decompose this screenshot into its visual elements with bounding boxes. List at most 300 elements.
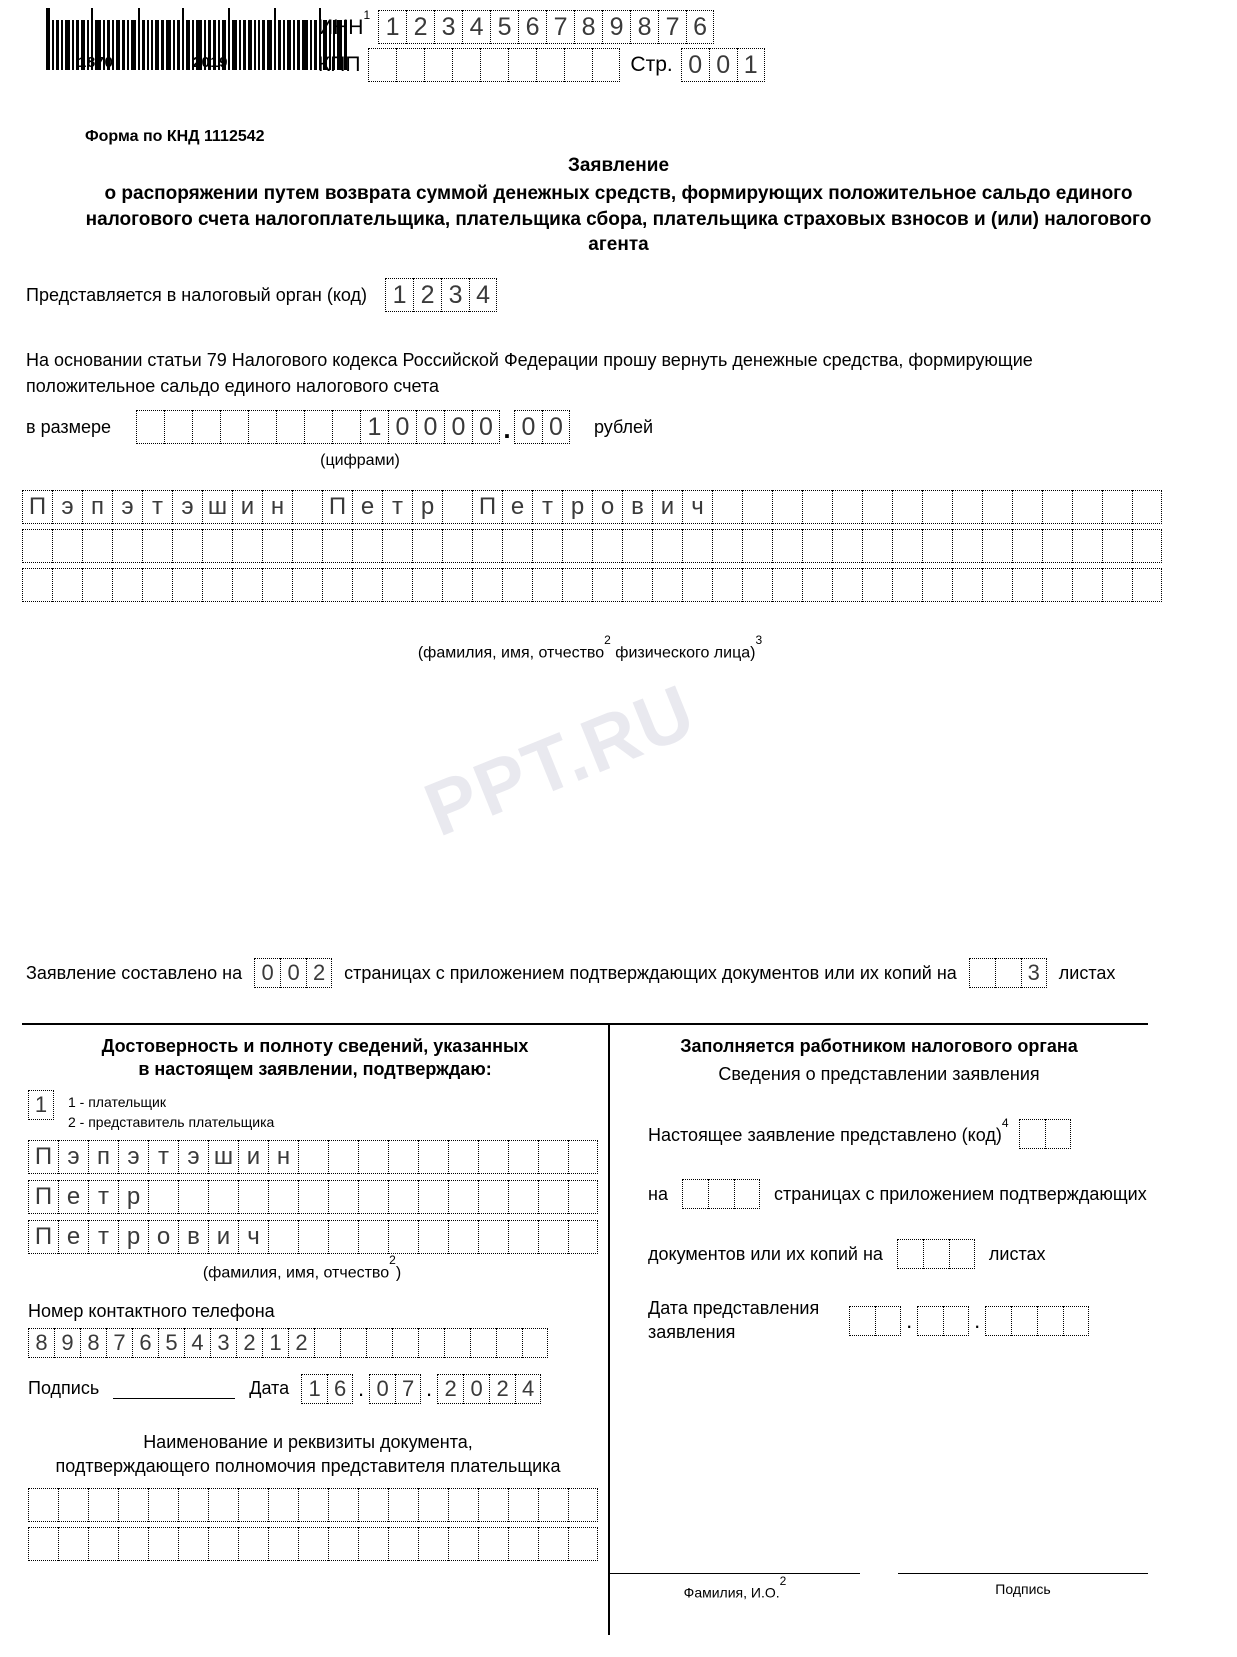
form-cell[interactable] xyxy=(328,1140,358,1174)
form-cell[interactable]: 4 xyxy=(462,10,490,44)
form-cell[interactable] xyxy=(448,1180,478,1214)
form-cell[interactable] xyxy=(304,410,332,444)
form-cell[interactable] xyxy=(388,1527,418,1561)
form-cell[interactable] xyxy=(298,1220,328,1254)
form-cell[interactable] xyxy=(164,410,192,444)
authority-doc-line-1[interactable] xyxy=(28,1488,608,1522)
form-cell[interactable] xyxy=(314,1328,340,1358)
form-cell[interactable] xyxy=(82,568,112,602)
person-name-line-1[interactable] xyxy=(22,490,1162,524)
form-cell[interactable] xyxy=(358,1220,388,1254)
form-cell[interactable]: э xyxy=(58,1140,88,1174)
form-cell[interactable] xyxy=(472,529,502,563)
form-cell[interactable] xyxy=(502,568,532,602)
form-cell[interactable]: 2 xyxy=(288,1328,314,1358)
form-cell[interactable] xyxy=(1072,529,1102,563)
form-cell[interactable] xyxy=(276,410,304,444)
form-cell[interactable] xyxy=(382,568,412,602)
form-cell[interactable] xyxy=(358,1488,388,1522)
form-cell[interactable]: 6 xyxy=(132,1328,158,1358)
form-cell[interactable] xyxy=(388,1488,418,1522)
form-cell[interactable]: 3 xyxy=(434,10,462,44)
form-cell[interactable] xyxy=(1072,568,1102,602)
form-cell[interactable] xyxy=(52,529,82,563)
form-cell[interactable] xyxy=(712,568,742,602)
form-cell[interactable]: 3 xyxy=(441,278,469,312)
form-cell[interactable] xyxy=(368,48,396,82)
officer-sign-line[interactable] xyxy=(898,1573,1148,1575)
form-cell[interactable] xyxy=(52,568,82,602)
form-cell[interactable] xyxy=(82,529,112,563)
officer-date-month-input[interactable] xyxy=(917,1306,969,1336)
form-cell[interactable] xyxy=(982,568,1012,602)
form-cell[interactable]: 4 xyxy=(515,1374,541,1404)
form-cell[interactable] xyxy=(1072,490,1102,524)
form-cell[interactable]: 0 xyxy=(472,410,500,444)
form-cell[interactable] xyxy=(358,1140,388,1174)
form-cell[interactable] xyxy=(478,1140,508,1174)
form-cell[interactable]: е xyxy=(58,1180,88,1214)
form-cell[interactable]: П xyxy=(472,490,502,524)
form-cell[interactable] xyxy=(172,529,202,563)
form-cell[interactable] xyxy=(849,1306,875,1336)
form-cell[interactable] xyxy=(538,1220,568,1254)
form-cell[interactable] xyxy=(538,1488,568,1522)
signature-line[interactable] xyxy=(113,1378,235,1399)
form-cell[interactable]: 0 xyxy=(280,958,306,988)
form-cell[interactable] xyxy=(622,529,652,563)
form-cell[interactable] xyxy=(28,1488,58,1522)
form-cell[interactable] xyxy=(298,1180,328,1214)
form-cell[interactable]: 8 xyxy=(28,1328,54,1358)
form-cell[interactable]: 7 xyxy=(395,1374,421,1404)
form-cell[interactable]: 4 xyxy=(469,278,497,312)
form-cell[interactable] xyxy=(480,48,508,82)
form-cell[interactable]: 8 xyxy=(574,10,602,44)
form-cell[interactable]: э xyxy=(52,490,82,524)
form-cell[interactable]: 9 xyxy=(54,1328,80,1358)
form-cell[interactable] xyxy=(298,1140,328,1174)
form-cell[interactable] xyxy=(172,568,202,602)
form-cell[interactable]: 1 xyxy=(262,1328,288,1358)
form-cell[interactable] xyxy=(832,568,862,602)
form-cell[interactable]: 5 xyxy=(490,10,518,44)
form-cell[interactable] xyxy=(772,490,802,524)
form-cell[interactable] xyxy=(592,529,622,563)
form-cell[interactable] xyxy=(262,529,292,563)
form-cell[interactable] xyxy=(328,1220,358,1254)
form-cell[interactable]: ш xyxy=(208,1140,238,1174)
form-cell[interactable] xyxy=(442,490,472,524)
form-cell[interactable] xyxy=(22,529,52,563)
form-cell[interactable] xyxy=(564,48,592,82)
form-cell[interactable] xyxy=(472,568,502,602)
form-cell[interactable] xyxy=(568,1180,598,1214)
form-cell[interactable] xyxy=(112,568,142,602)
form-cell[interactable] xyxy=(148,1180,178,1214)
form-cell[interactable]: 0 xyxy=(369,1374,395,1404)
form-cell[interactable] xyxy=(892,568,922,602)
form-cell[interactable] xyxy=(922,490,952,524)
form-cell[interactable] xyxy=(418,1328,444,1358)
form-cell[interactable] xyxy=(532,529,562,563)
form-cell[interactable]: 7 xyxy=(106,1328,132,1358)
form-cell[interactable] xyxy=(268,1180,298,1214)
form-cell[interactable]: П xyxy=(22,490,52,524)
form-cell[interactable] xyxy=(328,1180,358,1214)
form-cell[interactable]: 1 xyxy=(301,1374,327,1404)
form-cell[interactable]: и xyxy=(652,490,682,524)
form-cell[interactable] xyxy=(622,568,652,602)
form-cell[interactable] xyxy=(802,529,832,563)
form-cell[interactable]: 7 xyxy=(658,10,686,44)
form-cell[interactable] xyxy=(118,1527,148,1561)
authority-doc-line-2[interactable] xyxy=(28,1527,608,1561)
form-cell[interactable] xyxy=(568,1488,598,1522)
form-cell[interactable] xyxy=(366,1328,392,1358)
form-cell[interactable] xyxy=(136,410,164,444)
form-cell[interactable] xyxy=(208,1180,238,1214)
form-cell[interactable] xyxy=(328,1527,358,1561)
form-cell[interactable]: 2 xyxy=(236,1328,262,1358)
form-cell[interactable] xyxy=(742,529,772,563)
form-cell[interactable] xyxy=(292,490,322,524)
form-cell[interactable]: п xyxy=(82,490,112,524)
form-cell[interactable]: т xyxy=(532,490,562,524)
form-cell[interactable]: о xyxy=(148,1220,178,1254)
form-cell[interactable] xyxy=(352,529,382,563)
officer-pages-input[interactable] xyxy=(682,1179,760,1209)
form-cell[interactable] xyxy=(88,1488,118,1522)
form-cell[interactable] xyxy=(922,568,952,602)
form-cell[interactable] xyxy=(538,1140,568,1174)
form-cell[interactable]: 6 xyxy=(518,10,546,44)
form-cell[interactable]: р xyxy=(412,490,442,524)
form-cell[interactable]: 3 xyxy=(210,1328,236,1358)
kpp-input[interactable] xyxy=(368,48,620,82)
form-cell[interactable]: П xyxy=(322,490,352,524)
date-year-input[interactable] xyxy=(437,1374,541,1404)
form-cell[interactable] xyxy=(412,529,442,563)
form-cell[interactable]: н xyxy=(268,1140,298,1174)
amount-kopecks-input[interactable] xyxy=(514,410,570,444)
form-cell[interactable] xyxy=(952,568,982,602)
form-cell[interactable] xyxy=(892,490,922,524)
form-cell[interactable]: 8 xyxy=(630,10,658,44)
form-cell[interactable] xyxy=(220,410,248,444)
form-cell[interactable]: 0 xyxy=(254,958,280,988)
form-cell[interactable] xyxy=(396,48,424,82)
form-cell[interactable] xyxy=(332,410,360,444)
page-number-input[interactable] xyxy=(681,48,765,82)
form-cell[interactable] xyxy=(985,1306,1011,1336)
form-cell[interactable] xyxy=(238,1527,268,1561)
form-cell[interactable] xyxy=(478,1488,508,1522)
form-cell[interactable] xyxy=(418,1140,448,1174)
form-cell[interactable]: 0 xyxy=(416,410,444,444)
form-cell[interactable] xyxy=(862,490,892,524)
form-cell[interactable] xyxy=(418,1220,448,1254)
form-cell[interactable] xyxy=(202,568,232,602)
form-cell[interactable]: 6 xyxy=(327,1374,353,1404)
form-cell[interactable] xyxy=(248,410,276,444)
officer-submitted-input[interactable] xyxy=(1019,1119,1071,1149)
form-cell[interactable] xyxy=(262,568,292,602)
form-cell[interactable] xyxy=(192,410,220,444)
form-cell[interactable]: р xyxy=(562,490,592,524)
form-cell[interactable] xyxy=(1132,490,1162,524)
form-cell[interactable]: э xyxy=(178,1140,208,1174)
form-cell[interactable]: 1 xyxy=(737,48,765,82)
form-cell[interactable] xyxy=(388,1220,418,1254)
form-cell[interactable]: 0 xyxy=(388,410,416,444)
form-cell[interactable] xyxy=(232,529,262,563)
form-cell[interactable] xyxy=(418,1180,448,1214)
form-cell[interactable] xyxy=(742,490,772,524)
form-cell[interactable] xyxy=(508,1220,538,1254)
form-cell[interactable] xyxy=(562,568,592,602)
form-cell[interactable] xyxy=(772,529,802,563)
form-cell[interactable]: ч xyxy=(238,1220,268,1254)
form-cell[interactable]: 2 xyxy=(437,1374,463,1404)
form-cell[interactable]: п xyxy=(88,1140,118,1174)
form-cell[interactable] xyxy=(982,490,1012,524)
form-cell[interactable] xyxy=(424,48,452,82)
form-cell[interactable] xyxy=(892,529,922,563)
form-cell[interactable] xyxy=(268,1527,298,1561)
form-cell[interactable] xyxy=(532,568,562,602)
form-cell[interactable] xyxy=(862,568,892,602)
form-cell[interactable] xyxy=(268,1220,298,1254)
form-cell[interactable] xyxy=(832,490,862,524)
form-cell[interactable]: в xyxy=(178,1220,208,1254)
form-cell[interactable] xyxy=(208,1488,238,1522)
form-cell[interactable]: 4 xyxy=(184,1328,210,1358)
form-cell[interactable] xyxy=(502,529,532,563)
form-cell[interactable] xyxy=(1012,529,1042,563)
form-cell[interactable] xyxy=(1011,1306,1037,1336)
form-cell[interactable]: т xyxy=(88,1180,118,1214)
declarant-name-line-3[interactable] xyxy=(28,1220,608,1254)
form-cell[interactable] xyxy=(322,568,352,602)
form-cell[interactable]: и xyxy=(208,1220,238,1254)
declarant-name-line-1[interactable] xyxy=(28,1140,608,1174)
form-cell[interactable] xyxy=(388,1180,418,1214)
form-cell[interactable] xyxy=(142,568,172,602)
form-cell[interactable] xyxy=(562,529,592,563)
tax-authority-code-input[interactable] xyxy=(385,278,497,312)
form-cell[interactable] xyxy=(922,529,952,563)
form-cell[interactable] xyxy=(88,1527,118,1561)
form-cell[interactable] xyxy=(382,529,412,563)
form-cell[interactable] xyxy=(538,1527,568,1561)
form-cell[interactable]: э xyxy=(112,490,142,524)
form-cell[interactable]: 2 xyxy=(406,10,434,44)
form-cell[interactable]: о xyxy=(592,490,622,524)
form-cell[interactable] xyxy=(1102,568,1132,602)
form-cell[interactable] xyxy=(22,568,52,602)
form-cell[interactable]: 9 xyxy=(602,10,630,44)
form-cell[interactable]: р xyxy=(118,1180,148,1214)
form-cell[interactable] xyxy=(292,529,322,563)
form-cell[interactable] xyxy=(202,529,232,563)
form-cell[interactable]: 5 xyxy=(158,1328,184,1358)
form-cell[interactable]: П xyxy=(28,1140,58,1174)
form-cell[interactable] xyxy=(444,1328,470,1358)
form-cell[interactable] xyxy=(862,529,892,563)
form-cell[interactable]: 1 xyxy=(378,10,406,44)
form-cell[interactable] xyxy=(298,1488,328,1522)
form-cell[interactable] xyxy=(358,1180,388,1214)
form-cell[interactable] xyxy=(388,1140,418,1174)
form-cell[interactable] xyxy=(917,1306,943,1336)
form-cell[interactable] xyxy=(178,1180,208,1214)
form-cell[interactable] xyxy=(742,568,772,602)
form-cell[interactable] xyxy=(1019,1119,1045,1149)
form-cell[interactable]: 0 xyxy=(709,48,737,82)
form-cell[interactable] xyxy=(470,1328,496,1358)
form-cell[interactable]: 8 xyxy=(80,1328,106,1358)
form-cell[interactable] xyxy=(568,1527,598,1561)
form-cell[interactable] xyxy=(832,529,862,563)
form-cell[interactable] xyxy=(1042,529,1072,563)
form-cell[interactable] xyxy=(982,529,1012,563)
form-cell[interactable] xyxy=(352,568,382,602)
form-cell[interactable] xyxy=(112,529,142,563)
form-cell[interactable]: н xyxy=(262,490,292,524)
form-cell[interactable] xyxy=(802,490,832,524)
form-cell[interactable]: 2 xyxy=(489,1374,515,1404)
form-cell[interactable] xyxy=(682,1179,708,1209)
form-cell[interactable] xyxy=(522,1328,548,1358)
form-cell[interactable]: 0 xyxy=(514,410,542,444)
form-cell[interactable] xyxy=(538,1180,568,1214)
form-cell[interactable] xyxy=(238,1488,268,1522)
person-name-line-3[interactable] xyxy=(22,568,1162,602)
form-cell[interactable] xyxy=(1042,568,1072,602)
form-cell[interactable] xyxy=(1042,490,1072,524)
form-cell[interactable] xyxy=(568,1140,598,1174)
form-cell[interactable] xyxy=(496,1328,522,1358)
person-name-line-2[interactable] xyxy=(22,529,1162,563)
form-cell[interactable] xyxy=(712,529,742,563)
form-cell[interactable] xyxy=(712,490,742,524)
form-cell[interactable] xyxy=(682,568,712,602)
form-cell[interactable]: П xyxy=(28,1180,58,1214)
form-cell[interactable]: ш xyxy=(202,490,232,524)
form-cell[interactable] xyxy=(802,568,832,602)
form-cell[interactable] xyxy=(592,48,620,82)
declarant-name-line-2[interactable] xyxy=(28,1180,608,1214)
form-cell[interactable] xyxy=(508,1180,538,1214)
form-cell[interactable]: е xyxy=(352,490,382,524)
form-cell[interactable] xyxy=(1012,490,1042,524)
form-cell[interactable] xyxy=(949,1239,975,1269)
form-cell[interactable] xyxy=(268,1488,298,1522)
form-cell[interactable] xyxy=(118,1488,148,1522)
form-cell[interactable]: е xyxy=(58,1220,88,1254)
form-cell[interactable] xyxy=(448,1140,478,1174)
form-cell[interactable] xyxy=(952,490,982,524)
form-cell[interactable] xyxy=(322,529,352,563)
form-cell[interactable] xyxy=(682,529,712,563)
form-cell[interactable]: 0 xyxy=(463,1374,489,1404)
form-cell[interactable] xyxy=(412,568,442,602)
form-cell[interactable] xyxy=(178,1488,208,1522)
form-cell[interactable]: 6 xyxy=(686,10,714,44)
form-cell[interactable]: 0 xyxy=(542,410,570,444)
form-cell[interactable] xyxy=(1037,1306,1063,1336)
officer-date-day-input[interactable] xyxy=(849,1306,901,1336)
form-cell[interactable] xyxy=(536,48,564,82)
form-cell[interactable]: 2 xyxy=(413,278,441,312)
form-cell[interactable]: т xyxy=(382,490,412,524)
inn-input[interactable] xyxy=(378,10,714,44)
form-cell[interactable]: и xyxy=(238,1140,268,1174)
form-cell[interactable]: П xyxy=(28,1220,58,1254)
form-cell[interactable] xyxy=(238,1180,268,1214)
form-cell[interactable] xyxy=(1102,490,1132,524)
form-cell[interactable] xyxy=(358,1527,388,1561)
form-cell[interactable] xyxy=(969,958,995,988)
form-cell[interactable] xyxy=(148,1527,178,1561)
form-cell[interactable] xyxy=(28,1527,58,1561)
form-cell[interactable]: в xyxy=(622,490,652,524)
form-cell[interactable]: 1 xyxy=(28,1090,54,1120)
form-cell[interactable]: 3 xyxy=(1021,958,1047,988)
amount-rubles-input[interactable] xyxy=(136,410,500,444)
form-cell[interactable]: т xyxy=(142,490,172,524)
form-cell[interactable] xyxy=(328,1488,358,1522)
form-cell[interactable] xyxy=(508,1527,538,1561)
form-cell[interactable] xyxy=(1063,1306,1089,1336)
form-cell[interactable] xyxy=(508,1488,538,1522)
form-cell[interactable] xyxy=(448,1527,478,1561)
form-cell[interactable] xyxy=(58,1527,88,1561)
form-cell[interactable]: р xyxy=(118,1220,148,1254)
form-cell[interactable]: 2 xyxy=(306,958,332,988)
form-cell[interactable]: 0 xyxy=(444,410,472,444)
form-cell[interactable] xyxy=(592,568,622,602)
form-cell[interactable]: 0 xyxy=(681,48,709,82)
form-cell[interactable] xyxy=(340,1328,366,1358)
form-cell[interactable] xyxy=(1132,568,1162,602)
form-cell[interactable] xyxy=(298,1527,328,1561)
form-cell[interactable]: 1 xyxy=(385,278,413,312)
form-cell[interactable] xyxy=(508,1140,538,1174)
form-cell[interactable]: и xyxy=(232,490,262,524)
form-cell[interactable] xyxy=(292,568,322,602)
form-cell[interactable] xyxy=(442,529,472,563)
form-cell[interactable] xyxy=(392,1328,418,1358)
form-cell[interactable] xyxy=(952,529,982,563)
form-cell[interactable] xyxy=(508,48,536,82)
form-cell[interactable] xyxy=(1045,1119,1071,1149)
form-cell[interactable]: ч xyxy=(682,490,712,524)
form-cell[interactable] xyxy=(652,529,682,563)
form-cell[interactable] xyxy=(58,1488,88,1522)
confirm-code-input[interactable] xyxy=(28,1090,54,1120)
form-cell[interactable] xyxy=(142,529,172,563)
form-cell[interactable] xyxy=(478,1220,508,1254)
form-cell[interactable] xyxy=(452,48,480,82)
officer-name-line[interactable] xyxy=(610,1573,860,1575)
form-cell[interactable]: т xyxy=(88,1220,118,1254)
form-cell[interactable]: 7 xyxy=(546,10,574,44)
form-cell[interactable] xyxy=(995,958,1021,988)
form-cell[interactable] xyxy=(208,1527,238,1561)
form-cell[interactable] xyxy=(148,1488,178,1522)
